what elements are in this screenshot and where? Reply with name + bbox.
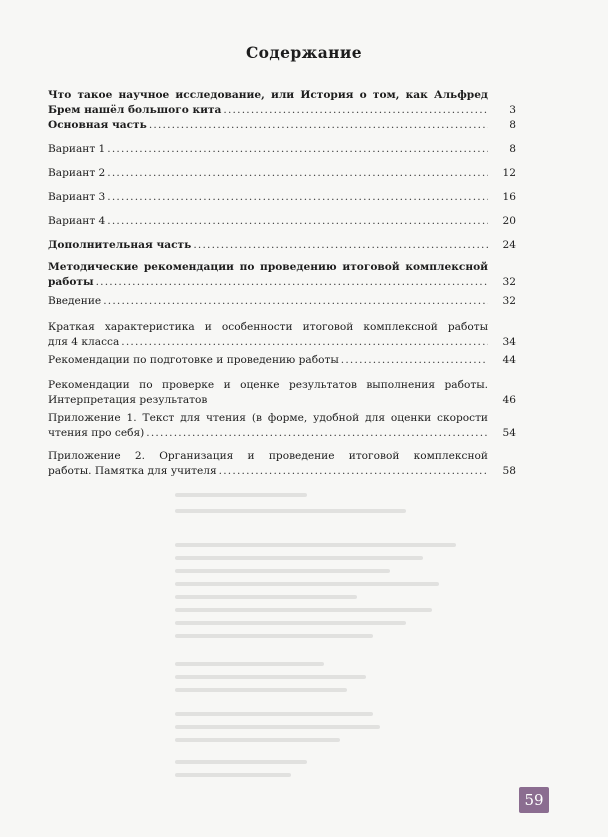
toc-page-number: 8 [509, 143, 516, 155]
toc-page-number: 16 [502, 191, 516, 203]
toc-entry-text-line: Рекомендации по проверке и оценке результатов выполнения работы. [48, 379, 488, 391]
bleed-through-text [175, 484, 505, 774]
dot-leader [107, 142, 488, 157]
dot-leader [107, 166, 488, 181]
toc-entry-text-line: Краткая характеристика и особенности итоговой комплексной работы [48, 321, 488, 333]
dot-leader [107, 190, 488, 205]
toc-entry-text-line: Методические рекомендации по проведению итоговой комплексной [48, 261, 488, 273]
toc-entry-text-line: Что такое научное исследование, или История о том, как Альфред [48, 89, 488, 101]
toc-entry-text-line: работы. Памятка для учителя [48, 464, 217, 477]
page-number: 59 [519, 787, 549, 813]
toc-entry [48, 238, 516, 253]
toc-entry-text-line: Введение [48, 295, 102, 307]
dot-leader [219, 464, 488, 479]
dot-leader [223, 103, 488, 118]
toc-entry [48, 88, 516, 117]
toc-page-number: 54 [502, 426, 516, 439]
toc-entry-text-line: Интерпретация результатов [48, 393, 208, 406]
dot-leader [193, 238, 488, 253]
toc-page-number: 44 [502, 354, 516, 366]
dot-leader [341, 353, 488, 368]
toc-entry [48, 260, 516, 289]
toc-page-number: 24 [502, 239, 516, 251]
toc-page-number: 20 [502, 215, 516, 227]
toc-entry-text-line: Рекомендации по подготовке и проведению работы [48, 354, 339, 366]
toc-entry-text-line: Вариант 4 [48, 215, 106, 227]
toc-entry [48, 353, 516, 368]
toc-entry-text-line: работы [48, 275, 94, 288]
toc-entry-text-line: чтения про себя) [48, 426, 145, 439]
toc-entry-text-line: Дополнительная часть [48, 239, 192, 251]
toc-entry [48, 411, 516, 440]
toc-page-number: 12 [502, 167, 516, 179]
toc-page-number: 3 [509, 103, 516, 116]
toc-entry [48, 118, 516, 133]
toc-page-number: 58 [502, 464, 516, 477]
toc-entry-text-line: для 4 класса [48, 335, 120, 348]
toc-entry-text-line: Вариант 1 [48, 143, 106, 155]
toc-page-number: 34 [502, 335, 516, 348]
dot-leader [121, 335, 488, 350]
page-title: Содержание [245, 43, 363, 62]
dot-leader [146, 426, 488, 441]
toc-entry [48, 449, 516, 478]
toc-entry [48, 320, 516, 349]
toc-entry-text-line: Приложение 1. Текст для чтения (в форме, удобной для оценки скорости [48, 412, 488, 424]
toc-entry-text-line: Основная часть [48, 119, 147, 131]
toc-page-number: 46 [502, 393, 516, 406]
toc-entry [48, 142, 516, 157]
dot-leader [107, 214, 488, 229]
toc-page-number: 32 [502, 275, 516, 288]
toc-entry-text-line: Вариант 2 [48, 167, 106, 179]
toc-entry [48, 214, 516, 229]
toc-entry [48, 166, 516, 181]
toc-page-number: 8 [509, 119, 516, 131]
toc-entry [48, 294, 516, 309]
toc-entry-text-line: Вариант 3 [48, 191, 106, 203]
dot-leader [149, 118, 488, 133]
toc-page-number: 32 [502, 295, 516, 307]
toc-entry [48, 378, 516, 407]
dot-leader [103, 294, 488, 309]
dot-leader [96, 275, 488, 290]
toc-entry-text-line: Приложение 2. Организация и проведение итоговой комплексной [48, 450, 488, 462]
toc-entry [48, 190, 516, 205]
toc-entry-text-line: Брем нашёл большого кита [48, 103, 222, 116]
